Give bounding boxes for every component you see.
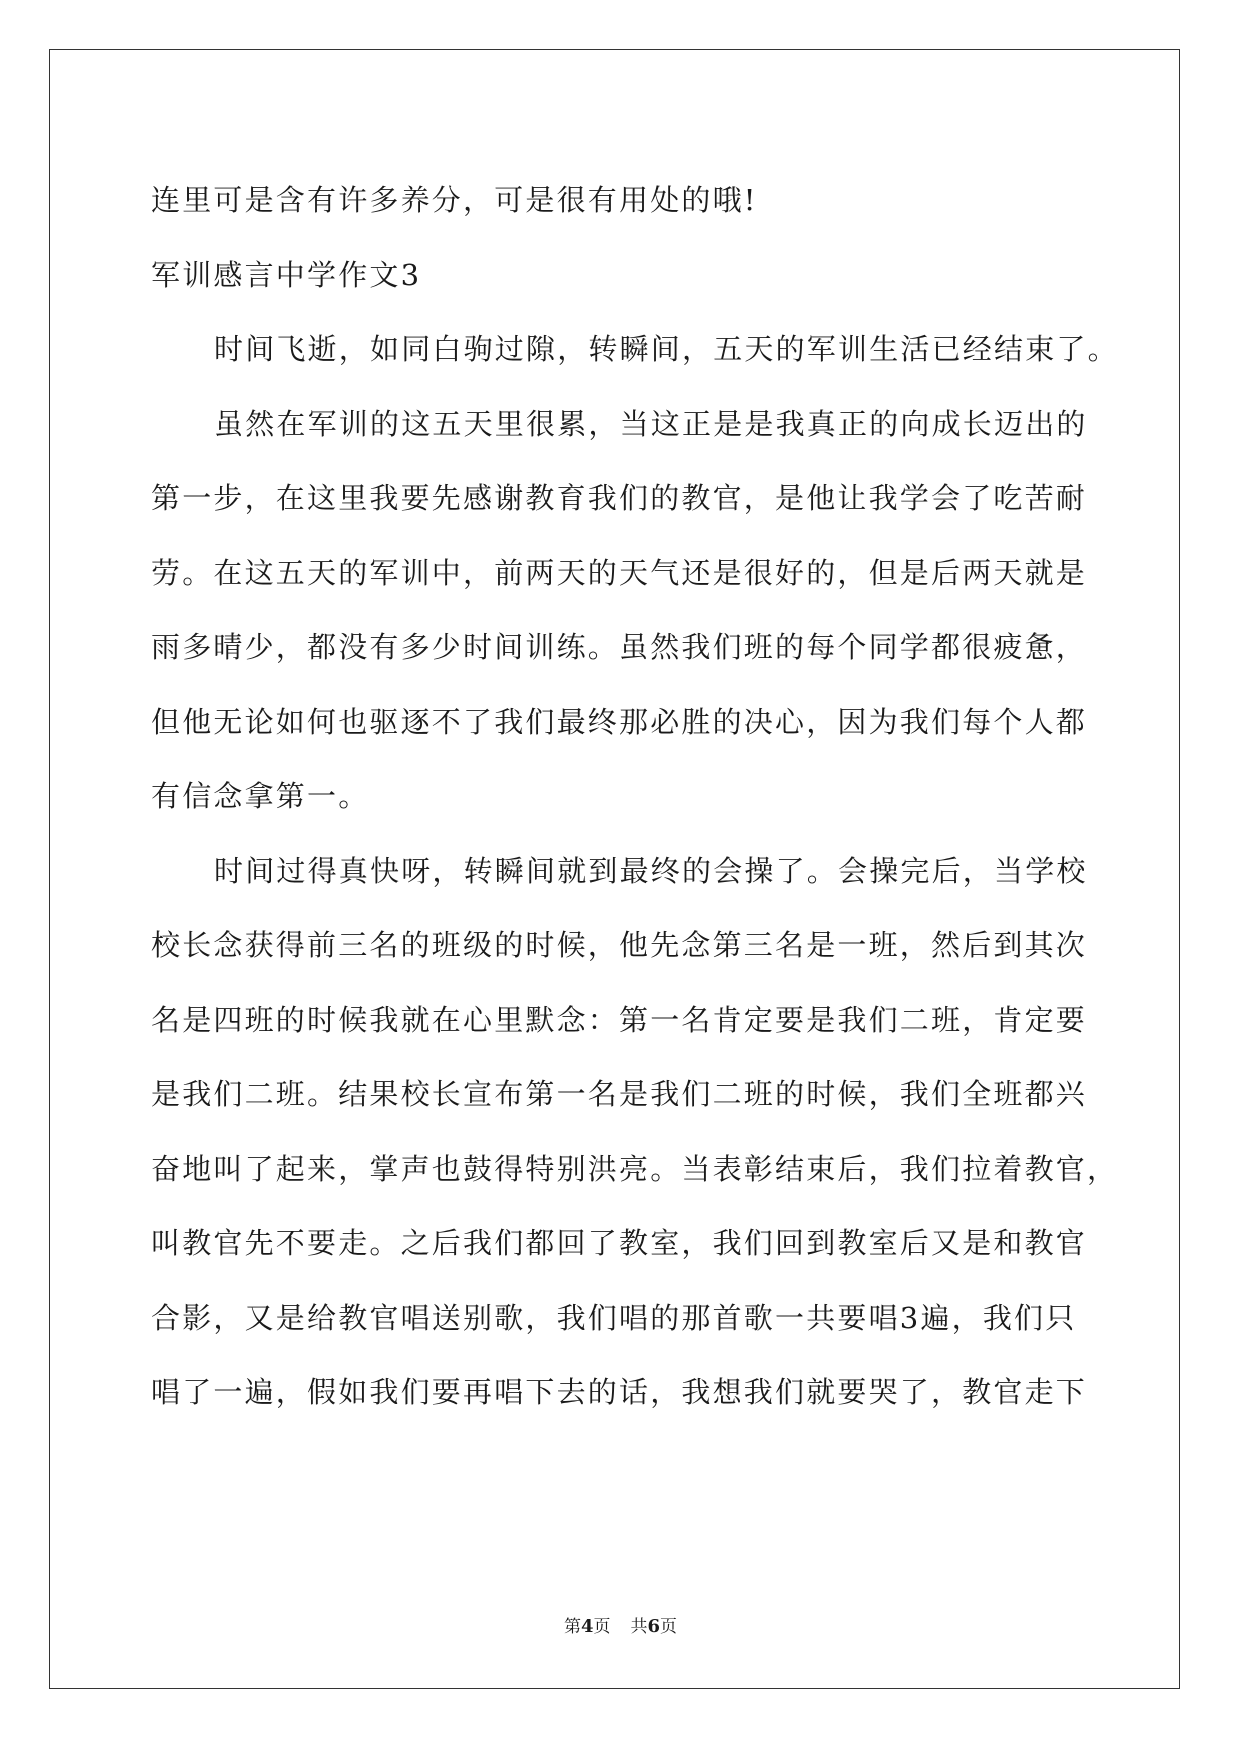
text-line: 有信念拿第一。 [151,779,370,813]
text-line: 校长念获得前三名的班级的时候，他先念第三名是一班，然后到其次 [151,928,1088,962]
text-line: 唱了一遍，假如我们要再唱下去的话，我想我们就要哭了，教官走下 [151,1375,1088,1409]
section-heading: 军训感言中学作文3 [151,257,422,292]
footer-page-suffix: 页 [593,1617,611,1637]
text-line: 但他无论如何也驱逐不了我们最终那必胜的决心，因为我们每个人都 [151,704,1088,739]
text-line: 第一步，在这里我要先感谢教育我们的教官，是他让我学会了吃苦耐 [151,481,1088,515]
text-line: 叫教官先不要走。之后我们都回了教室，我们回到教室后又是和教官 [151,1226,1088,1260]
text-line: 劳。在这五天的军训中，前两天的天气还是很好的，但是后两天就是 [151,555,1088,590]
text-line: 名是四班的时候我就在心里默念：第一名肯定要是我们二班，肯定要 [151,1002,1088,1037]
footer-total-suffix: 页 [660,1617,678,1637]
document-body [151,163,1119,1430]
footer-page-prefix: 第 [563,1617,581,1637]
text-line: 虽然在军训的这五天里很累，当这正是是我真正的向成长迈出的 [214,406,1088,441]
text-line: 雨多晴少，都没有多少时间训练。虽然我们班的每个同学都很疲惫， [151,630,1088,664]
text-line: 时间飞逝，如同白驹过隙，转瞬间，五天的军训生活已经结束了。 [214,332,1119,366]
footer-page-number: 4 [580,1616,594,1637]
footer-total-pages: 6 [647,1616,661,1637]
text-line: 合影，又是给教官唱送别歌，我们唱的那首歌一共要唱3遍，我们只 [151,1300,1077,1335]
text-line: 时间过得真快呀，转瞬间就到最终的会操了。会操完后，当学校 [214,853,1088,888]
text-line: 是我们二班。结果校长宣布第一名是我们二班的时候，我们全班都兴 [151,1077,1088,1111]
text-line: 连里可是含有许多养分，可是很有用处的哦! [151,183,758,217]
text-line: 奋地叫了起来，掌声也鼓得特别洪亮。当表彰结束后，我们拉着教官， [151,1151,1119,1186]
page-footer [0,1612,1241,1637]
footer-total-prefix: 共 [630,1617,648,1637]
